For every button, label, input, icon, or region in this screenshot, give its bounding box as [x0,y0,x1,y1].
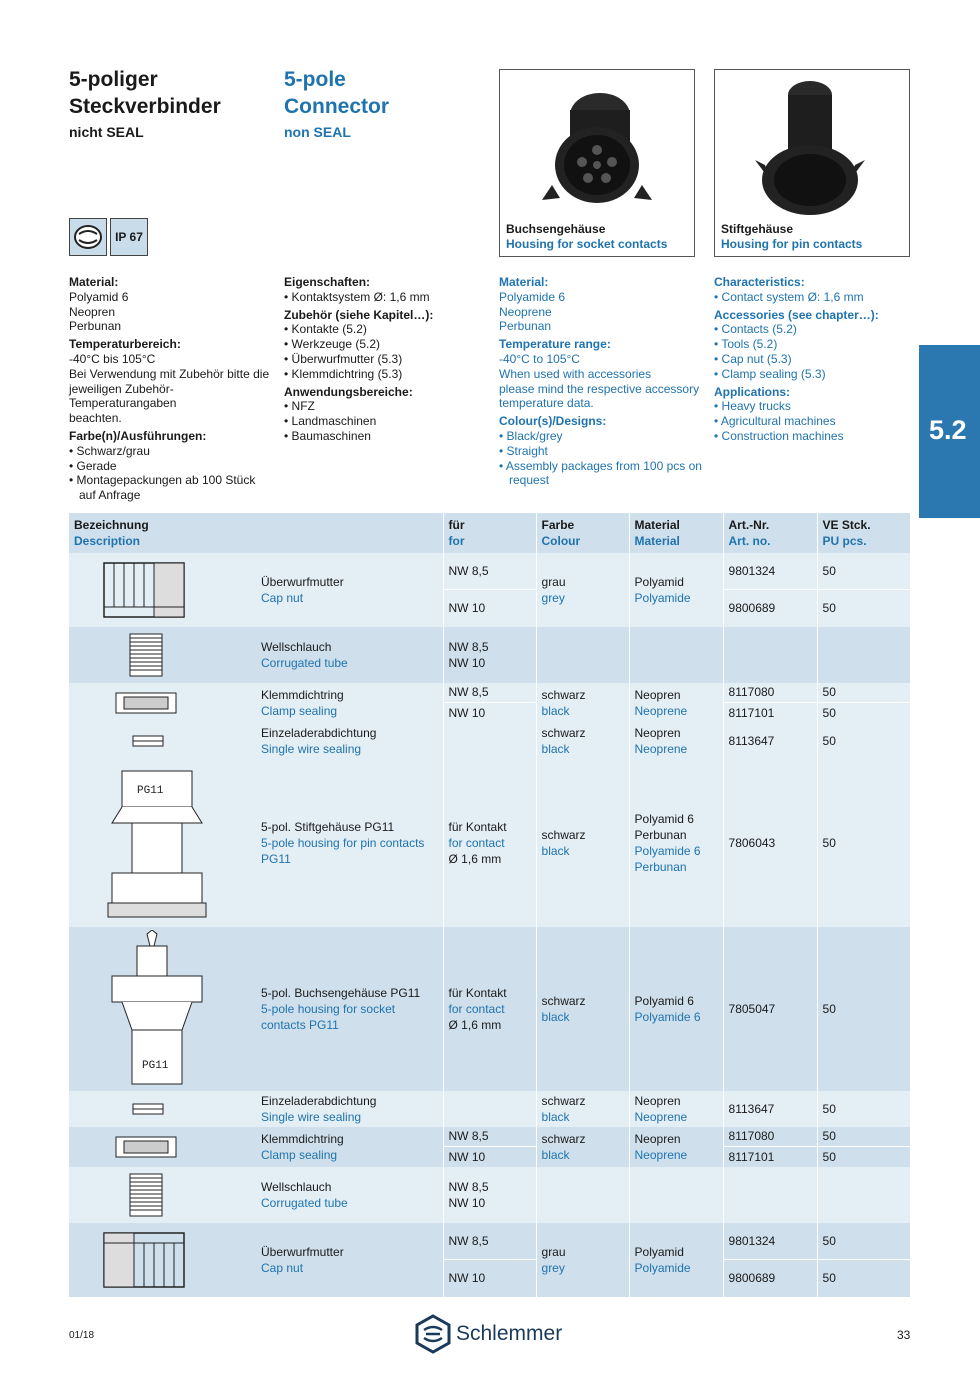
material-cell [629,723,723,759]
contact-size: Ø 1,6 mm [448,852,502,866]
material-en: Polyamide 6 [634,844,701,858]
article-cell [723,1091,817,1127]
pin-housing-drawing-icon [102,763,212,923]
colour-item: • Schwarz/grau [69,443,150,458]
article-cell [723,723,817,759]
drawing-cap-nut [69,553,256,627]
accessories-item-en: • Tools (5.2) [714,337,778,352]
drawing-socket-housing [69,927,256,1091]
item-name-en: Clamp sealing [261,704,338,718]
drawing-cap-nut [69,1223,256,1297]
pu-cell [817,1223,910,1297]
size-value: NW 10 [448,656,486,670]
colour-cell [536,1091,629,1127]
table-row [69,1167,910,1223]
colour-en: black [541,844,570,858]
photo-pin-caption-en: Housing for pin contacts [721,237,863,251]
material-cell [629,1091,723,1127]
colour-de: grau [541,1245,566,1259]
pu-cell [817,1167,910,1223]
table-row [69,1091,910,1127]
temperature-text: -40°C bis 105°C [69,351,156,366]
article-cell [723,627,817,683]
colour-en: black [541,704,570,718]
size-value: NW 10 [444,702,536,723]
size-value: NW 10 [444,589,536,627]
colour-cell [536,553,629,627]
info-column-en-2 [714,275,919,444]
colour-cell [536,723,629,759]
chapter-tab [919,345,980,518]
title-de-line1: 5-poliger [69,68,158,91]
pu-value: 50 [818,1259,911,1297]
characteristics-heading: Characteristics: [714,275,805,289]
photo-pin-housing [714,69,910,257]
for-de: für Kontakt [448,986,507,1000]
material-heading: Material: [69,275,119,289]
material-de: Neopren [634,688,681,702]
applications-item-en: • Construction machines [714,428,844,443]
header-description-de: Bezeichnung [74,518,149,532]
title-german [69,66,269,140]
item-name-en: 5-pole housing for socket contacts PG11 [261,1002,396,1032]
for-en: for contact [448,1002,505,1016]
colour-item-en: • Assembly packages from 100 pcs on request [499,458,702,488]
header-pu-en: PU pcs. [822,534,867,548]
contact-size: Ø 1,6 mm [448,1018,502,1032]
page-number: 33 [897,1328,911,1342]
item-name-de: 5-pol. Stiftgehäuse PG11 [261,820,395,834]
colour-en: black [541,1010,570,1024]
table-row [69,1127,910,1167]
applications-item: • Baumaschinen [284,428,371,443]
material-de: Polyamid 6 [634,812,694,826]
pu-value: 50 [822,1129,836,1143]
colour-cell [536,683,629,723]
accessories-item-en: • Contacts (5.2) [714,322,797,337]
for-cell [443,723,536,759]
photo-socket-caption [506,222,667,252]
description-cell [256,723,443,759]
header-description-en: Description [74,534,141,548]
colour-item: • Gerade [69,458,117,473]
for-cell [443,1127,536,1167]
applications-item-en: • Heavy trucks [714,399,791,414]
material-de: Polyamid [634,1245,684,1259]
table-row [69,553,910,627]
item-name-en: Cap nut [261,591,304,605]
material-item-en: Neoprene [499,304,552,319]
for-cell [443,553,536,627]
material-en: Neoprene [634,1110,688,1124]
description-cell [256,1167,443,1223]
pu-cell [817,553,910,627]
description-cell [256,553,443,627]
item-name-de: Überwurfmutter [261,1245,344,1259]
colour-item-en: • Black/grey [499,428,563,443]
size-value: NW 8,5 [448,1129,489,1143]
table-row [69,723,910,759]
colour-cell [536,1223,629,1297]
header-material [629,513,723,553]
temperature-text: jeweiligen Zubehör-Temperaturangaben [69,381,177,411]
table-header [69,513,910,553]
material-item: Polyamid 6 [69,289,129,304]
colour-de: schwarz [541,994,586,1008]
article-cell [723,553,817,627]
material-item: Neopren [69,304,116,319]
drawing-pin-housing [69,759,256,927]
photo-socket-housing [499,69,695,257]
header-for-de: für [448,518,465,532]
size-value: NW 10 [444,1259,536,1297]
size-value: NW 10 [444,1146,536,1167]
material-en: Polyamide [634,1261,691,1275]
material-cell [629,1127,723,1167]
material-cell [629,927,723,1091]
material-item-en: Polyamide 6 [499,289,566,304]
applications-heading-en: Applications: [714,384,791,399]
material-cell [629,627,723,683]
temperature-text-en: When used with accessories [499,366,652,381]
item-name-en: Clamp sealing [261,1148,338,1162]
pu-value: 50 [822,1234,836,1248]
pu-value: 50 [822,564,836,578]
item-name-de: Überwurfmutter [261,575,344,589]
material-de: Polyamid 6 [634,994,694,1008]
size-value: NW 8,5 [448,1234,489,1248]
photo-socket-caption-de: Buchsengehäuse [506,222,606,236]
size-value: NW 8,5 [448,685,489,699]
temperature-text: Bei Verwendung mit Zubehör bitte die [69,366,270,381]
for-cell [443,1167,536,1223]
colour-item-en: • Straight [499,443,548,458]
temperature-text-en: -40°C to 105°C [499,351,580,366]
item-name-en: Corrugated tube [261,656,348,670]
article-number: 7806043 [728,836,776,850]
table-row [69,927,910,1091]
table-row [69,627,910,683]
title-de-line2: Steckverbinder [69,95,221,118]
description-cell [256,1223,443,1297]
cap-nut-drawing-icon [99,559,189,621]
accessories-item: • Werkzeuge (5.2) [284,337,381,352]
properties-heading: Eigenschaften: [284,275,371,289]
item-name-de: Wellschlauch [261,1180,332,1194]
header-for-en: for [448,534,465,548]
info-column-de-2 [284,275,489,444]
properties-item: • Kontaktsystem Ø: 1,6 mm [284,289,430,304]
article-cell [723,1167,817,1223]
material-item-en: Perbunan [499,319,552,334]
item-name-en: Corrugated tube [261,1196,348,1210]
article-cell [723,927,817,1091]
socket-housing-image [500,70,694,220]
item-name-de: Einzeladerabdichtung [261,1094,377,1108]
header-material-en: Material [634,534,680,548]
pu-value: 50 [822,836,836,850]
drawing-single-wire-sealing [69,723,256,759]
header-pu-de: VE Stck. [822,518,871,532]
size-value: NW 8,5 [448,640,489,654]
pu-value: 50 [822,1002,836,1016]
for-en: for contact [448,836,505,850]
colour-item: • Montagepackungen ab 100 Stück auf Anfrage [69,473,256,503]
article-number: 8117080 [728,685,775,699]
footer-date: 01/18 [69,1330,95,1341]
header-colour [536,513,629,553]
accessories-item-en: • Clamp sealing (5.3) [714,366,826,381]
colour-de: schwarz [541,828,586,842]
single-wire-sealing-drawing-icon [131,1102,165,1116]
material-de: Polyamid [634,575,684,589]
pu-value: 50 [818,702,911,723]
photo-pin-caption-de: Stiftgehäuse [721,222,794,236]
info-column-en [499,275,704,488]
header-colour-en: Colour [541,534,581,548]
material-cell [629,759,723,927]
applications-item: • Landmaschinen [284,414,377,429]
material-heading-en: Material: [499,275,549,289]
colour-heading: Farbe(n)/Ausführungen: [69,428,207,443]
article-number: 7805047 [728,1002,776,1016]
pu-value: 50 [822,734,836,748]
header-for [443,513,536,553]
article-number: 8117101 [724,1146,817,1167]
accessories-item: • Überwurfmutter (5.3) [284,351,403,366]
colour-en: grey [541,591,565,605]
accessories-item: • Klemmdichtring (5.3) [284,366,403,381]
colour-en: black [541,1110,570,1124]
info-column-de [69,275,274,503]
size-value: NW 8,5 [448,564,489,578]
for-cell [443,927,536,1091]
accessories-item-en: • Cap nut (5.3) [714,351,792,366]
product-table [69,513,910,1297]
clamp-sealing-drawing-icon [114,691,178,715]
temperature-text-en: temperature data. [499,396,594,411]
colour-cell [536,1127,629,1167]
temperature-text-en: please mind the respective accessory [499,381,700,396]
drawing-clamp-sealing [69,1127,256,1167]
description-cell [256,1091,443,1127]
material-en: Neoprene [634,704,688,718]
drawing-corrugated-tube [69,627,256,683]
article-number: 8113647 [728,1102,775,1116]
article-cell [723,759,817,927]
item-name-en: 5-pole housing for pin contacts PG11 [261,836,425,866]
certification-badges [69,218,148,256]
chapter-number: 5.2 [929,415,967,445]
colour-de: grau [541,575,566,589]
article-number: 9800689 [724,1259,817,1297]
schlemmer-logo-icon [415,1314,451,1354]
pu-cell [817,1091,910,1127]
material-cell [629,553,723,627]
item-name-de: Einzeladerabdichtung [261,726,377,740]
colour-cell [536,759,629,927]
article-number: 8113647 [728,734,775,748]
drawing-clamp-sealing [69,683,256,723]
item-name-de: Wellschlauch [261,640,332,654]
applications-item-en: • Agricultural machines [714,414,836,429]
material-en: Perbunan [634,860,687,874]
colour-de: schwarz [541,1132,586,1146]
accessories-heading: Zubehör (siehe Kapitel…): [284,307,434,322]
description-cell [256,759,443,927]
article-cell [723,683,817,723]
for-cell [443,759,536,927]
corrugated-tube-drawing-icon [126,632,166,678]
pu-cell [817,927,910,1091]
material-de: Neopren [634,1094,681,1108]
description-cell [256,627,443,683]
material-en: Neoprene [634,742,688,756]
corrugated-tube-drawing-icon [126,1172,166,1218]
drawing-single-wire-sealing [69,1091,256,1127]
item-name-de: 5-pol. Buchsengehäuse PG11 [261,986,421,1000]
cert-seal-icon [73,224,103,250]
material-cell [629,1223,723,1297]
article-cell [723,1223,817,1297]
item-name-en: Single wire sealing [261,1110,362,1124]
material-de: Neopren [634,1132,681,1146]
pu-cell [817,1127,910,1167]
for-cell [443,1091,536,1127]
item-name-en: Cap nut [261,1261,304,1275]
material-item: Perbunan [69,319,122,334]
title-en-line1: 5-pole [284,68,346,91]
colour-en: grey [541,1261,565,1275]
colour-cell [536,1167,629,1223]
for-cell [443,683,536,723]
table-row [69,759,910,927]
pu-cell [817,627,910,683]
material-cell [629,683,723,723]
article-number: 9800689 [724,589,817,627]
characteristics-item: • Contact system Ø: 1,6 mm [714,289,864,304]
cert-logo-icon [69,218,107,256]
item-name-en: Single wire sealing [261,742,362,756]
pu-cell [817,759,910,927]
applications-heading: Anwendungsbereiche: [284,384,413,399]
photo-socket-caption-en: Housing for socket contacts [506,237,668,251]
description-cell [256,927,443,1091]
ip67-badge: IP 67 [110,218,148,256]
colour-heading-en: Colour(s)/Designs: [499,414,607,429]
description-cell [256,683,443,723]
material-de: Neopren [634,726,681,740]
material-cell [629,1167,723,1223]
header-description [69,513,443,553]
header-article-number [723,513,817,553]
header-article-en: Art. no. [728,534,771,548]
photo-pin-caption [721,222,862,252]
clamp-sealing-drawing-icon [114,1135,178,1159]
article-number: 9801324 [728,1234,776,1248]
article-number: 9801324 [728,564,776,578]
item-name-de: Klemmdichtring [261,1132,344,1146]
temperature-text: beachten. [69,411,122,426]
pu-cell [817,683,910,723]
header-material-de: Material [634,518,680,532]
pu-value: 50 [822,685,836,699]
header-colour-de: Farbe [541,518,575,532]
single-wire-sealing-drawing-icon [131,734,165,748]
item-name-de: Klemmdichtring [261,688,344,702]
header-article-de: Art.-Nr. [728,518,770,532]
for-cell [443,1223,536,1297]
accessories-item: • Kontakte (5.2) [284,322,367,337]
title-en-line2: Connector [284,95,389,118]
colour-cell [536,927,629,1091]
colour-en: black [541,1148,570,1162]
colour-cell [536,627,629,683]
pin-housing-image [715,70,909,220]
material-de: Perbunan [634,828,687,842]
colour-de: schwarz [541,1094,586,1108]
accessories-heading-en: Accessories (see chapter…): [714,307,879,322]
pin-drawing-label: PG11 [137,785,164,797]
colour-en: black [541,742,570,756]
article-number: 8117080 [728,1129,775,1143]
brand-name: Schlemmer [456,1322,563,1345]
socket-drawing-label: PG11 [142,1060,169,1072]
size-value: NW 10 [448,1196,486,1210]
brand-logo [415,1314,562,1354]
header-packing-unit [817,513,910,553]
material-en: Polyamide 6 [634,1010,701,1024]
cap-nut-drawing-icon [99,1229,189,1291]
colour-de: schwarz [541,688,586,702]
applications-item: • NFZ [284,399,315,414]
title-en-sub: non SEAL [284,124,351,140]
material-en: Polyamide [634,591,691,605]
for-cell [443,627,536,683]
article-number: 8117101 [724,702,817,723]
pu-cell [817,723,910,759]
colour-de: schwarz [541,726,586,740]
pu-value: 50 [818,1146,911,1167]
material-en: Neoprene [634,1148,688,1162]
table-row [69,683,910,723]
socket-housing-drawing-icon [102,930,212,1088]
size-value: NW 8,5 [448,1180,489,1194]
article-cell [723,1127,817,1167]
title-de-sub: nicht SEAL [69,124,144,140]
table-row [69,1223,910,1297]
for-de: für Kontakt [448,820,507,834]
temperature-heading-en: Temperature range: [499,337,611,352]
description-cell [256,1127,443,1167]
pu-value: 50 [818,589,911,627]
drawing-corrugated-tube [69,1167,256,1223]
title-english [284,66,484,140]
pu-value: 50 [822,1102,836,1116]
temperature-heading: Temperaturbereich: [69,337,181,352]
